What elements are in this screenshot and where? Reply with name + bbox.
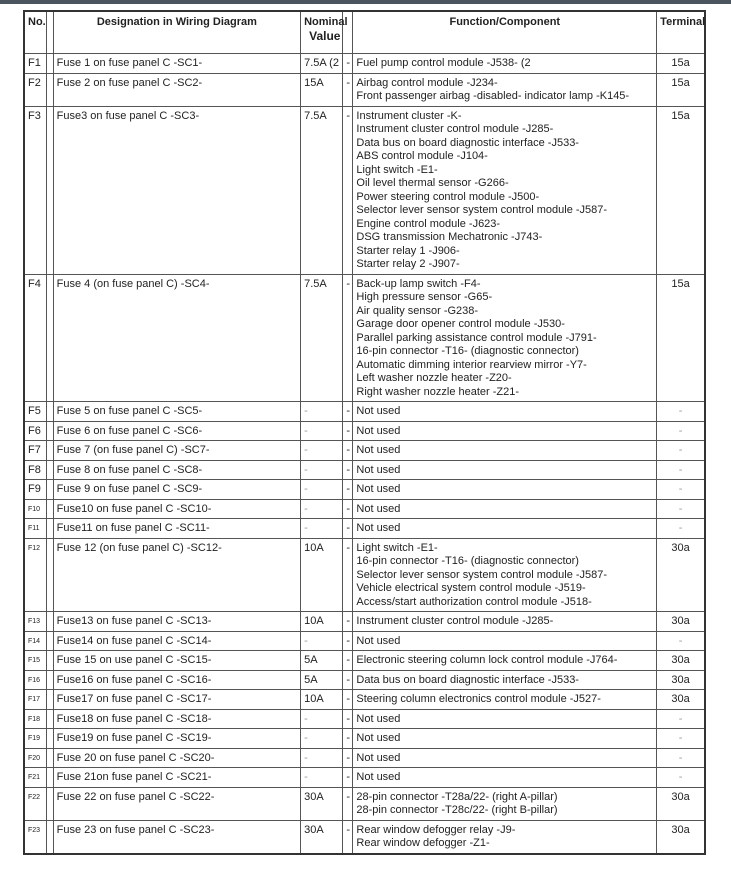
header-function: Function/Component [353, 11, 657, 54]
separator-dash: - [343, 480, 353, 500]
row-spacer [46, 480, 53, 500]
separator-dash: - [343, 402, 353, 422]
table-row [24, 54, 705, 74]
separator-dash: - [343, 787, 353, 820]
fuse-designation: Fuse19 on fuse panel C -SC19- [53, 729, 300, 749]
nominal-value: 10A [301, 538, 343, 612]
function-line: Front passenger airbag -disabled- indicator lamp -K145- [356, 90, 630, 102]
function-line: Vehicle electrical system control module -J519- [356, 582, 586, 594]
function-line: Instrument cluster control module -J285- [356, 123, 554, 135]
fuse-designation: Fuse 6 on fuse panel C -SC6- [53, 421, 300, 441]
function-line: Not used [356, 502, 401, 515]
function-line: Right washer nozzle heater -Z21- [356, 385, 520, 398]
nominal-value: - [301, 402, 343, 422]
terminal: - [657, 709, 705, 729]
function-component [353, 480, 657, 500]
function-line: Starter relay 2 -J907- [356, 258, 460, 270]
function-line: Back-up lamp switch -F4- [356, 277, 481, 290]
terminal: 30a [657, 820, 705, 854]
function-line: Not used [356, 424, 401, 437]
nominal-value: 7.5A [301, 106, 343, 274]
function-component [353, 631, 657, 651]
fuse-designation: Fuse 2 on fuse panel C -SC2- [53, 73, 300, 106]
terminal: 30a [657, 651, 705, 671]
terminal: - [657, 499, 705, 519]
fuse-designation: Fuse 5 on fuse panel C -SC5- [53, 402, 300, 422]
function-line: Not used [356, 483, 401, 495]
separator-dash: - [343, 690, 353, 710]
fuse-designation: Fuse 20 on fuse panel C -SC20- [53, 748, 300, 768]
nominal-value: - [301, 421, 343, 441]
table-row [24, 106, 705, 274]
nominal-value: - [301, 709, 343, 729]
function-line: Light switch -E1- [356, 163, 438, 176]
row-spacer [46, 441, 53, 461]
terminal: - [657, 768, 705, 788]
header-no: No. [24, 11, 46, 54]
function-line: Not used [356, 522, 401, 534]
terminal: - [657, 460, 705, 480]
nominal-value: - [301, 499, 343, 519]
fuse-designation: Fuse 15 on use panel C -SC15- [53, 651, 300, 671]
terminal: 15a [657, 73, 705, 106]
fuse-designation: Fuse 23 on fuse panel C -SC23- [53, 820, 300, 854]
fuse-number: F10 [24, 499, 46, 519]
row-spacer [46, 460, 53, 480]
terminal: 15a [657, 54, 705, 74]
function-line: Access/start authorization control module -J518- [356, 595, 592, 608]
header-spacer [46, 11, 53, 54]
header-nominal [301, 11, 348, 54]
function-component [353, 670, 657, 690]
row-spacer [46, 748, 53, 768]
terminal: 30a [657, 787, 705, 820]
fuse-designation: Fuse14 on fuse panel C -SC14- [53, 631, 300, 651]
separator-dash: - [343, 670, 353, 690]
table-row [24, 748, 705, 768]
row-spacer [46, 787, 53, 820]
nominal-value: - [301, 480, 343, 500]
fuse-number: F15 [24, 651, 46, 671]
function-component [353, 519, 657, 539]
separator-dash: - [343, 820, 353, 854]
terminal: - [657, 748, 705, 768]
terminal: 30a [657, 538, 705, 612]
header-nominal-top: Nominal [304, 16, 348, 28]
fuse-number: F4 [24, 274, 46, 402]
function-line: High pressure sensor -G65- [356, 291, 493, 303]
table-header-row [24, 11, 705, 54]
function-component [353, 787, 657, 820]
fuse-number: F8 [24, 460, 46, 480]
table-body [24, 54, 705, 854]
fuse-designation: Fuse 4 (on fuse panel C) -SC4- [53, 274, 300, 402]
separator-dash: - [343, 421, 353, 441]
function-component [353, 421, 657, 441]
fuse-designation: Fuse 8 on fuse panel C -SC8- [53, 460, 300, 480]
function-line: Not used [356, 771, 401, 783]
function-line: Not used [356, 634, 401, 647]
function-line: Air quality sensor -G238- [356, 304, 479, 317]
function-line: Fuel pump control module -J538- (2 [356, 57, 531, 69]
function-component [353, 651, 657, 671]
fuse-number: F1 [24, 54, 46, 74]
table-row [24, 519, 705, 539]
nominal-value: - [301, 729, 343, 749]
separator-dash: - [343, 729, 353, 749]
function-line: Rear window defogger -Z1- [356, 837, 490, 849]
fuse-number: F20 [24, 748, 46, 768]
fuse-number: F17 [24, 690, 46, 710]
terminal: 30a [657, 690, 705, 710]
table-row [24, 402, 705, 422]
function-line: Engine control module -J623- [356, 217, 501, 230]
fuse-number: F16 [24, 670, 46, 690]
terminal: - [657, 631, 705, 651]
nominal-value: 10A [301, 690, 343, 710]
function-line: Power steering control module -J500- [356, 190, 540, 203]
table-row [24, 499, 705, 519]
row-spacer [46, 421, 53, 441]
function-component [353, 768, 657, 788]
row-spacer [46, 538, 53, 612]
function-line: 28-pin connector -T28a/22- (right A-pillar) [356, 790, 558, 803]
function-component [353, 690, 657, 710]
fuse-designation: Fuse11 on fuse panel C -SC11- [53, 519, 300, 539]
nominal-value: 15A [301, 73, 343, 106]
fuse-designation: Fuse17 on fuse panel C -SC17- [53, 690, 300, 710]
terminal: 15a [657, 274, 705, 402]
function-line: 16-pin connector -T16- (diagnostic connector) [356, 555, 579, 567]
terminal: 15a [657, 106, 705, 274]
separator-dash: - [343, 274, 353, 402]
table-row [24, 670, 705, 690]
function-line: Light switch -E1- [356, 541, 438, 554]
table-row [24, 441, 705, 461]
terminal: - [657, 402, 705, 422]
row-spacer [46, 670, 53, 690]
function-line: Garage door opener control module -J530- [356, 318, 565, 330]
row-spacer [46, 631, 53, 651]
table-row [24, 274, 705, 402]
top-border-bar [0, 0, 731, 4]
separator-dash: - [343, 748, 353, 768]
fuse-number: F5 [24, 402, 46, 422]
row-spacer [46, 402, 53, 422]
separator-dash: - [343, 499, 353, 519]
fuse-designation: Fuse 12 (on fuse panel C) -SC12- [53, 538, 300, 612]
terminal: - [657, 421, 705, 441]
function-line: Airbag control module -J234- [356, 76, 498, 89]
separator-dash: - [343, 73, 353, 106]
fuse-number: F13 [24, 612, 46, 632]
function-line: Data bus on board diagnostic interface -J533- [356, 673, 579, 686]
function-component [353, 820, 657, 854]
function-component [353, 106, 657, 274]
function-line: Not used [356, 405, 401, 417]
function-line: Selector lever sensor system control module -J587- [356, 204, 608, 216]
separator-dash: - [343, 709, 353, 729]
separator-dash: - [343, 612, 353, 632]
fuse-designation: Fuse13 on fuse panel C -SC13- [53, 612, 300, 632]
row-spacer [46, 651, 53, 671]
row-spacer [46, 499, 53, 519]
table-row [24, 690, 705, 710]
table-row [24, 820, 705, 854]
separator-dash: - [343, 441, 353, 461]
function-line: Not used [356, 444, 401, 456]
function-component [353, 402, 657, 422]
table-row [24, 651, 705, 671]
function-line: Not used [356, 751, 401, 764]
function-line: Instrument cluster control module -J285- [356, 615, 554, 627]
function-line: Oil level thermal sensor -G266- [356, 177, 509, 189]
function-line: Parallel parking assistance control module -J791- [356, 331, 597, 344]
function-line: Left washer nozzle heater -Z20- [356, 372, 512, 384]
fuse-number: F2 [24, 73, 46, 106]
nominal-value: - [301, 460, 343, 480]
nominal-value: - [301, 519, 343, 539]
table-row [24, 421, 705, 441]
nominal-value: - [301, 441, 343, 461]
fuse-designation: Fuse3 on fuse panel C -SC3- [53, 106, 300, 274]
function-line: ABS control module -J104- [356, 150, 488, 162]
function-line: Electronic steering column lock control module -J764- [356, 654, 618, 666]
fuse-number: F3 [24, 106, 46, 274]
function-line: Data bus on board diagnostic interface -J533- [356, 136, 579, 149]
function-line: Not used [356, 463, 401, 476]
function-component [353, 538, 657, 612]
function-line: Rear window defogger relay -J9- [356, 823, 516, 836]
row-spacer [46, 274, 53, 402]
table-row [24, 768, 705, 788]
fuse-designation: Fuse 9 on fuse panel C -SC9- [53, 480, 300, 500]
header-terminal: Terminal [657, 11, 705, 54]
separator-dash: - [343, 106, 353, 274]
header-designation: Designation in Wiring Diagram [53, 11, 300, 54]
function-line: 16-pin connector -T16- (diagnostic connector) [356, 345, 579, 357]
terminal: - [657, 519, 705, 539]
table-row [24, 729, 705, 749]
fuse-number: F22 [24, 787, 46, 820]
nominal-value: 10A [301, 612, 343, 632]
fuse-designation: Fuse 7 (on fuse panel C) -SC7- [53, 441, 300, 461]
nominal-value: - [301, 748, 343, 768]
row-spacer [46, 820, 53, 854]
fuse-designation: Fuse18 on fuse panel C -SC18- [53, 709, 300, 729]
fuse-number: F9 [24, 480, 46, 500]
fuse-number: F18 [24, 709, 46, 729]
fuse-number: F19 [24, 729, 46, 749]
fuse-number: F6 [24, 421, 46, 441]
row-spacer [46, 690, 53, 710]
header-nominal-bottom: Value [309, 28, 341, 43]
nominal-value: 30A [301, 820, 343, 854]
function-component [353, 748, 657, 768]
table-row [24, 612, 705, 632]
separator-dash: - [343, 54, 353, 74]
fuse-number: F7 [24, 441, 46, 461]
table-row [24, 73, 705, 106]
function-line: Automatic dimming interior rearview mirror -Y7- [356, 358, 587, 371]
separator-dash: - [343, 519, 353, 539]
table-row [24, 631, 705, 651]
row-spacer [46, 612, 53, 632]
separator-dash: - [343, 631, 353, 651]
function-component [353, 612, 657, 632]
table-row [24, 709, 705, 729]
table-row [24, 538, 705, 612]
function-component [353, 460, 657, 480]
terminal: - [657, 729, 705, 749]
function-line: Starter relay 1 -J906- [356, 244, 460, 257]
row-spacer [46, 519, 53, 539]
function-component [353, 729, 657, 749]
function-line: Instrument cluster -K- [356, 109, 462, 122]
fuse-number: F11 [24, 519, 46, 539]
function-component [353, 274, 657, 402]
fuse-designation: Fuse 21on fuse panel C -SC21- [53, 768, 300, 788]
function-line: DSG transmission Mechatronic -J743- [356, 231, 543, 243]
function-component [353, 499, 657, 519]
row-spacer [46, 729, 53, 749]
function-component [353, 73, 657, 106]
nominal-value: - [301, 631, 343, 651]
table-row [24, 460, 705, 480]
row-spacer [46, 73, 53, 106]
fuse-designation: Fuse 1 on fuse panel C -SC1- [53, 54, 300, 74]
fuse-table [23, 10, 706, 855]
table-row [24, 480, 705, 500]
function-line: 28-pin connector -T28c/22- (right B-pillar) [356, 804, 558, 816]
separator-dash: - [343, 460, 353, 480]
fuse-number: F14 [24, 631, 46, 651]
row-spacer [46, 106, 53, 274]
nominal-value: - [301, 768, 343, 788]
fuse-designation: Fuse16 on fuse panel C -SC16- [53, 670, 300, 690]
separator-dash: - [343, 538, 353, 612]
fuse-designation: Fuse10 on fuse panel C -SC10- [53, 499, 300, 519]
function-line: Not used [356, 712, 401, 725]
function-component [353, 441, 657, 461]
separator-dash: - [343, 768, 353, 788]
fuse-number: F23 [24, 820, 46, 854]
function-component [353, 709, 657, 729]
nominal-value: 7.5A [301, 274, 343, 402]
nominal-value: 7.5A (2 [301, 54, 343, 74]
terminal: 30a [657, 612, 705, 632]
row-spacer [46, 54, 53, 74]
fuse-number: F21 [24, 768, 46, 788]
function-line: Steering column electronics control module -J527- [356, 693, 601, 705]
nominal-value: 30A [301, 787, 343, 820]
table-row [24, 787, 705, 820]
function-line: Selector lever sensor system control module -J587- [356, 568, 608, 581]
terminal: - [657, 480, 705, 500]
nominal-value: 5A [301, 651, 343, 671]
fuse-designation: Fuse 22 on fuse panel C -SC22- [53, 787, 300, 820]
terminal: - [657, 441, 705, 461]
function-line: Not used [356, 732, 401, 744]
row-spacer [46, 709, 53, 729]
nominal-value: 5A [301, 670, 343, 690]
terminal: 30a [657, 670, 705, 690]
function-component [353, 54, 657, 74]
separator-dash: - [343, 651, 353, 671]
row-spacer [46, 768, 53, 788]
fuse-number: F12 [24, 538, 46, 612]
